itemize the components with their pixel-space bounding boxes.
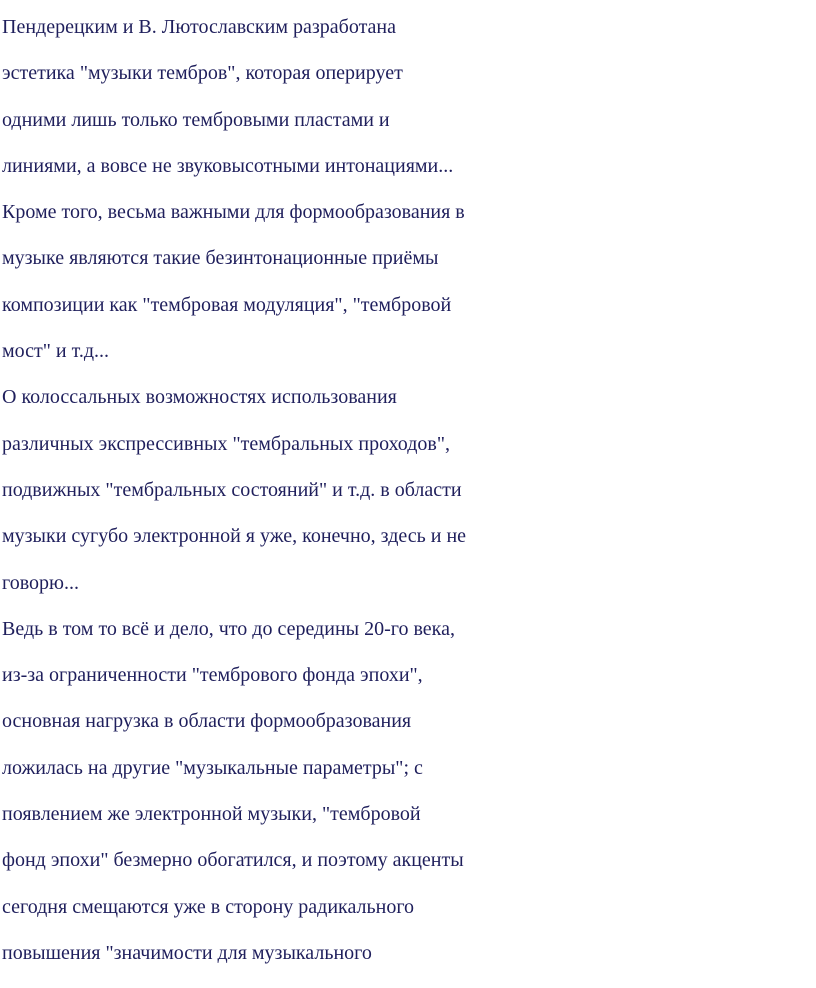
text-line: мост" и т.д... <box>2 340 110 363</box>
text-line: различных экспрессивных "тембральных проходов", <box>2 432 451 455</box>
text-line: основная нагрузка в области формообразования <box>2 710 412 733</box>
text-line: композиции как "тембровая модуляция", "тембровой <box>2 293 452 316</box>
text-line: из-за ограниченности "тембрового фонда эпохи", <box>2 664 423 687</box>
text-line: линиями, а вовсе не звуковысотными интонациями... <box>2 154 454 177</box>
text-line: говорю... <box>2 571 79 594</box>
text-line: подвижных "тембральных состояний" и т.д. в области <box>2 478 462 501</box>
text-line: Ведь в том то всё и дело, что до середины 20-го века, <box>2 617 455 640</box>
text-line: музыки сугубо электронной я уже, конечно, здесь и не <box>2 525 467 548</box>
text-line: фонд эпохи" безмерно обогатился, и поэтому акценты <box>2 849 464 872</box>
text-line: ложилась на другие "музыкальные параметры"; с <box>2 756 423 779</box>
text-line: музыке являются такие безинтонационные приёмы <box>2 247 439 270</box>
text-line: появлением же электронной музыки, "тембровой <box>2 803 421 826</box>
text-line: Пендерецким и В. Лютославским разработана <box>2 16 397 38</box>
text-line: О колоссальных возможностях использования <box>2 386 397 409</box>
text-line: эстетика "музыки тембров", которая оперирует <box>2 62 403 85</box>
text-line: Кроме того, весьма важными для формообразования в <box>2 201 465 224</box>
text-line: сегодня смещаются уже в сторону радикального <box>2 895 415 918</box>
text-line: одними лишь только тембровыми пластами и <box>2 108 390 131</box>
text-line: повышения "значимости для музыкального <box>2 941 372 964</box>
